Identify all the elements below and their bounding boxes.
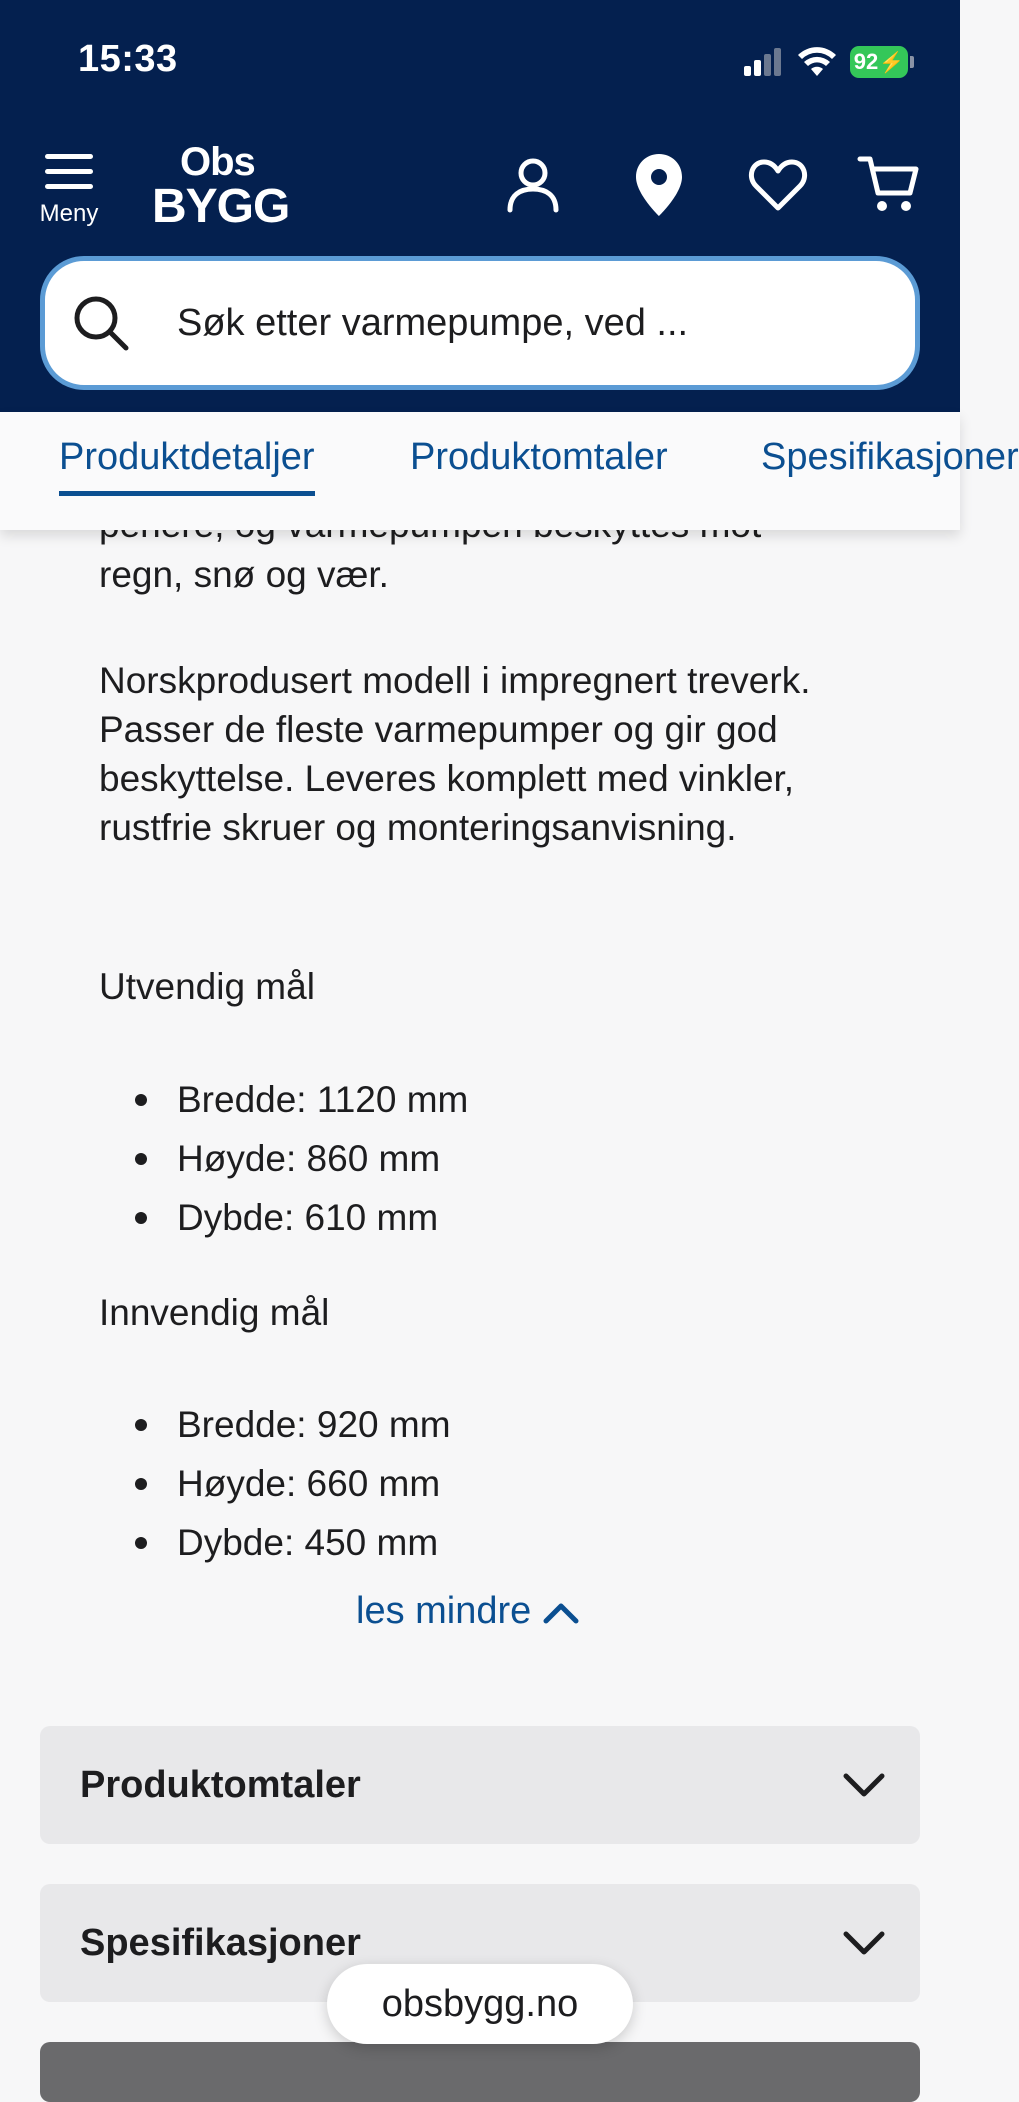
search-icon <box>71 293 131 353</box>
status-time: 15:33 <box>78 38 178 80</box>
hamburger-icon <box>43 152 95 192</box>
location-pin-icon <box>636 154 682 216</box>
tab-produktomtaler[interactable]: Produktomtaler <box>410 436 668 478</box>
favorites-button[interactable] <box>743 150 813 220</box>
search-input[interactable] <box>177 302 915 345</box>
cart-button[interactable] <box>854 150 924 220</box>
list-item: Dybde: 610 mm <box>99 1188 799 1247</box>
read-less-link[interactable] <box>356 1590 579 1633</box>
list-item: Høyde: 660 mm <box>99 1454 799 1513</box>
obs-bygg-logo[interactable] <box>152 140 290 233</box>
chevron-down-icon <box>842 1929 886 1957</box>
inner-dimensions-list <box>99 1395 799 1572</box>
accordion-produktomtaler[interactable] <box>40 1726 920 1844</box>
heart-icon <box>748 158 808 212</box>
search-bar[interactable] <box>40 256 920 390</box>
user-icon <box>506 157 560 213</box>
description-paragraph: Norskprodusert modell i impregnert treverk. Passer de fleste varmepumper og gir god beskyttelse. Leveres komplett med vinkler, rustfrie skruer og monteringsanvisning. <box>99 660 811 848</box>
chevron-up-icon <box>543 1600 579 1624</box>
account-button[interactable] <box>498 150 568 220</box>
menu-button[interactable] <box>34 152 104 234</box>
outer-dimensions-heading: Utvendig mål <box>99 966 315 1007</box>
app-header <box>0 0 960 412</box>
logo-text-bygg: BYGG <box>152 180 290 233</box>
tab-spesifikasjoner[interactable]: Spesifikasjoner <box>761 436 1019 478</box>
signal-icon <box>744 48 784 76</box>
description-line: regn, snø og vær. <box>99 554 389 595</box>
status-icons <box>744 42 914 82</box>
accordion-label: Spesifikasjoner <box>80 1921 361 1964</box>
product-tabs <box>0 412 1019 530</box>
accordion-label: Produktomtaler <box>80 1763 361 1806</box>
read-less-label: les mindre <box>356 1590 532 1632</box>
outer-dimensions-list <box>99 1070 799 1247</box>
list-item: Bredde: 920 mm <box>99 1395 799 1454</box>
list-item: Høyde: 860 mm <box>99 1129 799 1188</box>
battery-level: 92 <box>853 49 879 74</box>
inner-dimensions-heading: Innvendig mål <box>99 1292 330 1333</box>
browser-url-pill[interactable]: obsbygg.no <box>327 1964 633 2044</box>
accordion-partial[interactable] <box>40 2042 920 2102</box>
menu-label: Meny <box>39 200 99 227</box>
tab-produktdetaljer[interactable]: Produktdetaljer <box>59 436 315 496</box>
chevron-down-icon <box>842 1771 886 1799</box>
list-item: Bredde: 1120 mm <box>99 1070 799 1129</box>
cart-icon <box>858 155 920 215</box>
logo-text-obs: Obs <box>180 140 255 184</box>
list-item: Dybde: 450 mm <box>99 1513 799 1572</box>
wifi-icon <box>798 47 836 77</box>
battery-charging-icon: 92 ⚡ <box>850 46 914 78</box>
store-locator-button[interactable] <box>624 150 694 220</box>
